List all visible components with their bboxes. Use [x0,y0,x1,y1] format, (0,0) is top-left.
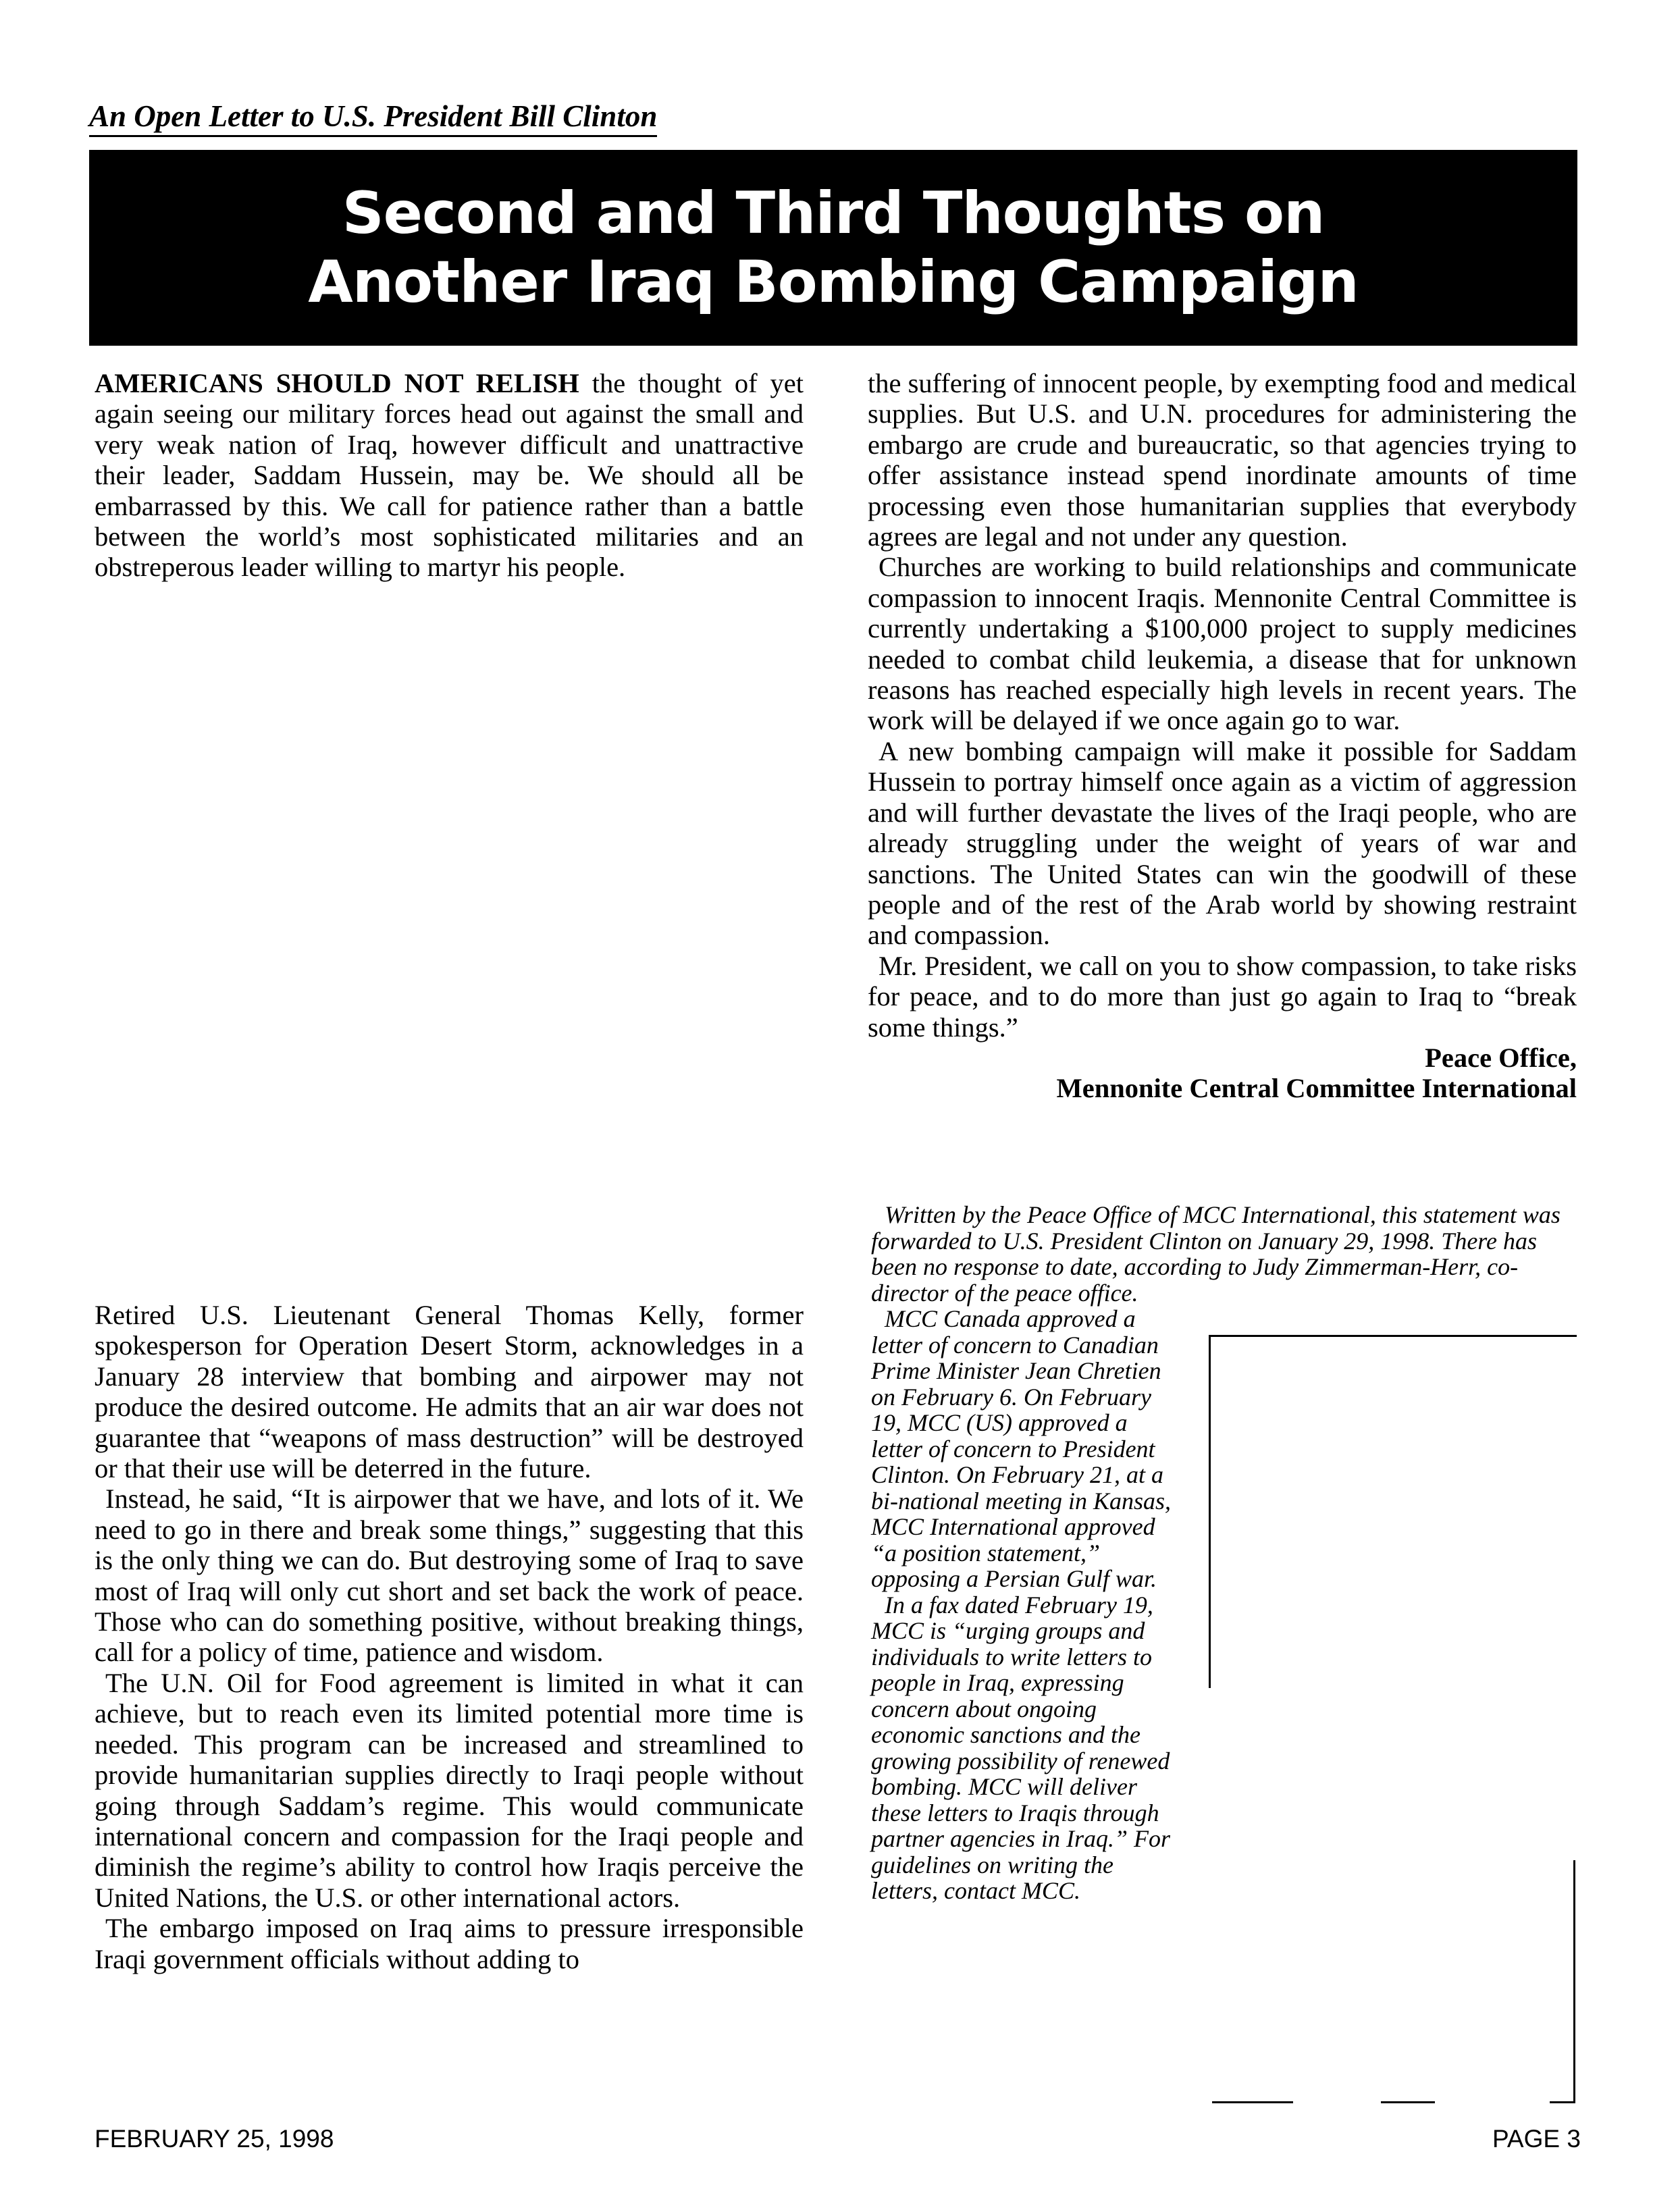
photo-box-bottom-rule-mid [1381,2101,1435,2103]
airpower-paragraph: Instead, he said, “It is airpower that we have, and lots of it. We need to go in there and break some things,” suggesting that this is the only thing we can do. But destroying some of Iraq to save most of Iraq will only cut short and set back the work of peace. Those who can do something positive, without breaking things, call for a policy of time, patience and wisdom. [95,1483,804,1668]
right-column-body [868,368,1577,1104]
bombing-campaign-paragraph: A new bombing campaign will make it possible for Saddam Hussein to portray himself once again as a victim of aggression and will further devastate the lives of the Iraqi people, who are already struggling under the weight of years of war and sanctions. The United States can win the goodwill of these people and of the rest of the Arab world by showing restraint and compassion. [868,735,1577,951]
photo-box-top-rule [1209,1335,1577,1337]
note-paragraph-fax: In a fax dated February 19, MCC is “urging groups and individuals to write letters to people in Iraq, expressing concern about ongoing economic sanctions and the growing possibility of renewed bombing. MCC will deliver these letters to Iraqis through partner agencies in Iraq.” For guidelines on writing the letters, contact MCC. [871,1591,1170,1904]
signature-line-2: Mennonite Central Committee International [1056,1073,1577,1104]
page-title-line-1: Second and Third Thoughts on [342,180,1325,247]
note-paragraph-written-by: Written by the Peace Office of MCC International, this statement was forwarded to U.S. President Clinton on January 29, 1998. There has been no response to date, according to Judy Zimmerman-Herr, co-director of the peace office. [871,1201,1561,1307]
title-banner [89,150,1577,346]
photo-box-bottom-rule-left [1212,2101,1293,2103]
page-title-line-2: Another Iraq Bombing Campaign [308,248,1359,316]
appeal-paragraph: Mr. President, we call on you to show compassion, to take risks for peace, and to do more than just go again to Iraq to “break some things.” [868,950,1577,1043]
footer-page-number: PAGE 3 [1492,2125,1581,2153]
left-column-body [95,1300,804,1974]
suffering-paragraph: the suffering of innocent people, by exempting food and medical supplies. But U.S. and U.N. procedures for administering the embargo are crude and bureaucratic, so that agencies trying to offer assistance instead spend inordinate amounts of time processing even those humanitarian supplies that everybody agrees are legal and not under any question. [868,368,1577,552]
intro-text: the thought of yet again seeing our military forces head out against the small and very weak nation of Iraq, however difficult and unattractive their leader, Saddam Hussein, may be. We should all be embarrassed by this. We call for patience rather than a battle between the world’s most sophisticated militaries and an obstreperous leader willing to martyr his people. [95,368,804,583]
sidebar-note [871,1202,1577,1904]
kelly-paragraph: Retired U.S. Lieutenant General Thomas Kelly, former spokesperson for Operation Desert Storm, acknowledges in a January 28 interview that bombing and airpower may not produce the desired outcome. He admits that an air war does not guarantee that “weapons of mass destruction” will be destroyed or that their use will be deterred in the future. [95,1300,804,1484]
photo-box-right-rule [1573,1860,1575,2103]
left-column-intro [95,368,804,583]
intro-paragraph [95,368,804,583]
oil-for-food-paragraph: The U.N. Oil for Food agreement is limited in what it can achieve, but to reach even its limited potential more time is needed. This program can be increased and streamlined to provide humanitarian supplies directly to Iraqi people without going through Saddam’s regime. This would communicate international concern and compassion for the Iraqi people and diminish the regime’s ability to control how Iraqis perceive the United Nations, the U.S. or other international actors. [95,1667,804,1913]
note-paragraph-mcc-canada: MCC Canada approved a letter of concern to Canadian Prime Minister Jean Chretien on February 6. On February 19, MCC (US) approved a letter of concern to President Clinton. On February 21, at a bi-national meeting in Kansas, MCC International approved “a position statement,” opposing a Persian Gulf war. [871,1305,1171,1592]
photo-box-left-rule [1209,1337,1211,1688]
embargo-paragraph: The embargo imposed on Iraq aims to pressure irresponsible Iraqi government officials without adding to [95,1913,804,1974]
open-letter-kicker: An Open Letter to U.S. President Bill Clinton [89,99,657,137]
churches-paragraph: Churches are working to build relationships and communicate compassion to innocent Iraqis. Mennonite Central Committee is currently undertaking a $100,000 project to supply medicines needed to combat child leukemia, a disease that for unknown reasons has reached especially high levels in recent years. The work will be delayed if we once again go to war. [868,552,1577,736]
footer-date: FEBRUARY 25, 1998 [95,2125,334,2153]
signature-line-1: Peace Office, [1425,1042,1577,1073]
intro-lead: AMERICANS SHOULD NOT RELISH [95,368,579,398]
photo-box-bottom-rule-right [1550,2101,1575,2103]
